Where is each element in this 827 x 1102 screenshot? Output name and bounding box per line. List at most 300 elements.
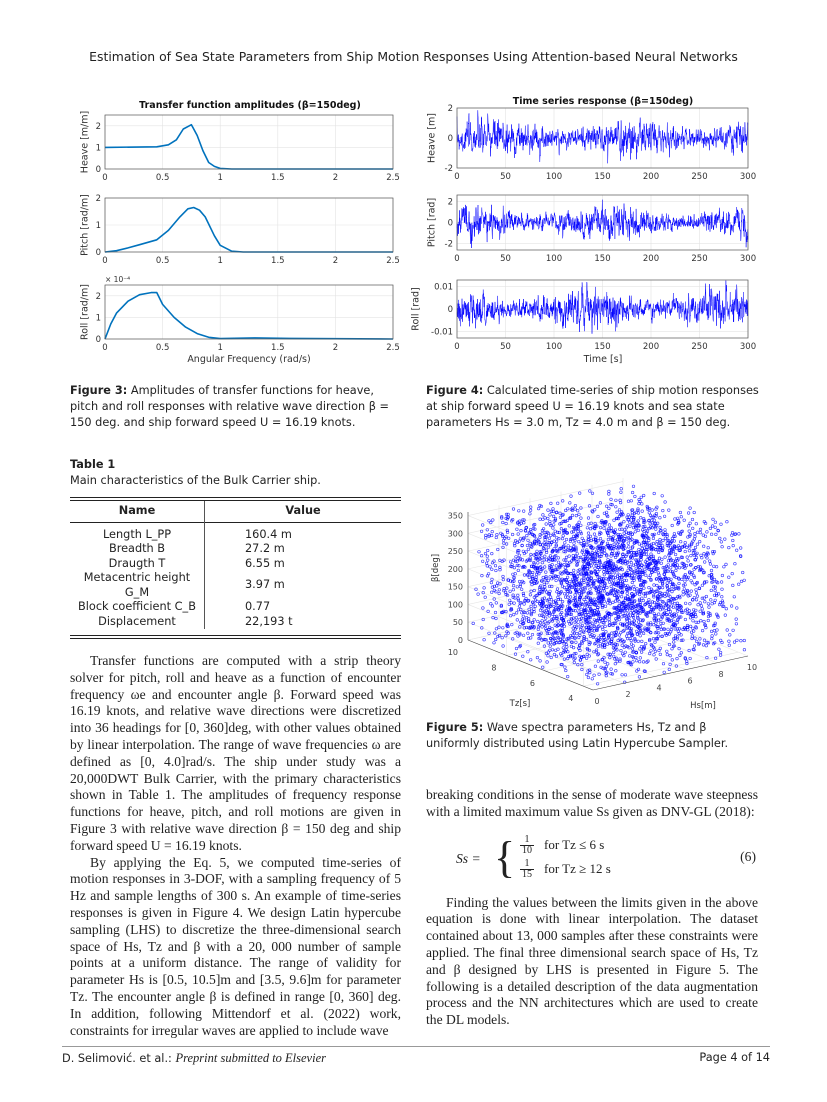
fraction-2-num: 1 xyxy=(524,857,530,869)
data-point xyxy=(488,632,491,635)
data-point xyxy=(558,531,561,534)
data-point xyxy=(602,628,605,631)
data-point xyxy=(710,589,713,592)
data-point xyxy=(713,601,716,604)
data-point xyxy=(654,641,657,644)
data-point xyxy=(564,541,567,544)
data-point xyxy=(608,524,611,527)
data-point xyxy=(735,618,738,621)
y-tick-label: 6 xyxy=(529,678,535,688)
data-point xyxy=(617,639,620,642)
data-point xyxy=(569,502,572,505)
data-point xyxy=(674,602,677,605)
fraction-1-den: 10 xyxy=(522,844,532,856)
data-point xyxy=(721,588,724,591)
data-point xyxy=(694,583,697,586)
data-point xyxy=(605,619,608,622)
figure-4-caption-text: Calculated time-series of ship motion responses at ship forward speed U = 16.19 knots and sea state parameters Hs = 3.0 m, Tz = 4.0 m and β = 150 deg. xyxy=(426,384,759,429)
data-point xyxy=(639,635,642,638)
footer-authors: D. Selimović. et al.: xyxy=(62,1052,176,1065)
data-point xyxy=(714,589,717,592)
data-point xyxy=(550,510,553,513)
data-point xyxy=(664,529,667,532)
y-tick-label: 0 xyxy=(95,248,101,258)
data-point xyxy=(681,578,684,581)
data-point xyxy=(612,573,615,576)
data-point xyxy=(695,589,698,592)
data-point xyxy=(648,586,651,589)
data-point xyxy=(624,535,627,538)
data-point xyxy=(526,544,529,547)
data-point xyxy=(616,511,619,514)
characteristics-table xyxy=(70,501,401,629)
data-point xyxy=(611,622,614,625)
data-point xyxy=(495,628,498,631)
data-point xyxy=(709,563,712,566)
data-point xyxy=(518,510,521,513)
data-point xyxy=(568,525,571,528)
data-point xyxy=(552,524,555,527)
data-point xyxy=(664,556,667,559)
data-point xyxy=(619,631,622,634)
data-point xyxy=(606,643,609,646)
data-point xyxy=(484,596,487,599)
data-point xyxy=(547,509,550,512)
data-point xyxy=(516,528,519,531)
data-point xyxy=(719,651,722,654)
data-point xyxy=(542,576,545,579)
data-point xyxy=(551,649,554,652)
data-point xyxy=(640,544,643,547)
data-point xyxy=(614,600,617,603)
data-point xyxy=(522,615,525,618)
data-point xyxy=(481,560,484,563)
data-point xyxy=(726,520,729,523)
z-tick-label: 50 xyxy=(452,618,463,628)
paragraph-time-series: By applying the Eq. 5, we computed time-series of motion responses in 3-DOF, with a sampling frequency of 5 Hz and sample lengths of 300 s. An example of time-series responses is given in Figure 4. We design Latin hypercube sampling (LHS) to discretize the three-dimensional search space of Hs, Tz and β with a 20, 000 number of sample points at a uniform distance. The range of validity for parameter Hs is [0.5, 10.5]m and [3.5, 9.6]m for parameter Tz. The encounter angle β is defined in range [0, 360] deg. In addition, following Mittendorf et al. (2022) work, constraints for irregular waves are applied to include wave xyxy=(70,854,401,1038)
body-left-column xyxy=(70,653,401,1039)
data-point xyxy=(544,539,547,542)
data-point xyxy=(712,518,715,521)
data-point xyxy=(539,660,542,663)
data-point xyxy=(657,635,660,638)
y-tick-label: -0.01 xyxy=(431,327,453,338)
data-point xyxy=(577,572,580,575)
y-tick-label: 2 xyxy=(95,194,101,204)
z-tick-label: 0 xyxy=(457,636,463,645)
data-point xyxy=(615,499,618,502)
x-tick-label: 1.5 xyxy=(271,256,285,266)
data-point xyxy=(620,649,623,652)
data-point xyxy=(549,534,552,537)
data-point xyxy=(495,617,498,620)
x-axis-label: Hs[m] xyxy=(690,701,716,711)
data-point xyxy=(736,639,739,642)
data-point xyxy=(533,618,536,621)
data-point xyxy=(695,592,698,595)
x-tick-label: 2 xyxy=(332,256,339,266)
data-point xyxy=(612,550,615,553)
data-point xyxy=(654,650,657,653)
data-point xyxy=(608,493,611,496)
data-point xyxy=(565,538,568,541)
data-point xyxy=(690,590,693,593)
data-point xyxy=(688,549,691,552)
x-tick-label: 1 xyxy=(217,173,223,183)
x-tick-label: 2.5 xyxy=(386,343,400,353)
y-axis-label: Heave [m/m] xyxy=(79,110,91,174)
data-point xyxy=(721,574,724,577)
data-point xyxy=(490,591,493,594)
data-point xyxy=(690,554,693,557)
data-point xyxy=(695,640,698,643)
y-tick-label: 1 xyxy=(95,143,101,154)
data-point xyxy=(551,627,554,630)
data-point xyxy=(714,526,717,529)
data-point xyxy=(581,663,584,666)
data-point xyxy=(668,509,671,512)
data-point xyxy=(625,635,628,638)
data-point xyxy=(671,659,674,662)
data-point xyxy=(633,588,636,591)
data-point xyxy=(570,495,573,498)
data-point xyxy=(541,666,544,669)
y-tick-label: 4 xyxy=(568,694,574,704)
data-point xyxy=(565,547,568,550)
data-point xyxy=(578,513,581,516)
data-point xyxy=(680,515,683,518)
data-point xyxy=(593,508,596,511)
data-point xyxy=(700,619,703,622)
data-point xyxy=(653,519,656,522)
data-point xyxy=(710,569,713,572)
x-tick-label: 200 xyxy=(642,342,660,352)
data-point xyxy=(515,612,518,615)
footer-citation xyxy=(62,1051,326,1066)
row-name: Block coefficient C_B xyxy=(70,600,205,615)
y-tick-label: -2 xyxy=(444,239,453,250)
header-value: Value xyxy=(285,504,321,517)
data-point xyxy=(490,534,493,537)
data-point xyxy=(542,547,545,550)
data-point xyxy=(676,621,679,624)
data-point xyxy=(731,531,734,534)
data-point xyxy=(667,594,670,597)
data-point xyxy=(571,514,574,517)
data-point xyxy=(509,614,512,617)
x-tick-label: 2 xyxy=(332,173,339,183)
row-name: Metacentric height G_M xyxy=(70,571,205,600)
data-point xyxy=(589,490,592,493)
table-row xyxy=(70,571,401,600)
case-1-condition: for Tz ≤ 6 s xyxy=(544,836,605,852)
data-point xyxy=(689,625,692,628)
data-point xyxy=(715,633,718,636)
data-point xyxy=(624,674,627,677)
plot-area xyxy=(105,115,393,169)
data-point xyxy=(539,518,542,521)
data-point xyxy=(603,527,606,530)
data-point xyxy=(632,485,635,488)
data-point xyxy=(692,620,695,623)
data-point xyxy=(561,500,564,503)
data-point xyxy=(694,535,697,538)
data-point xyxy=(688,530,691,533)
data-point xyxy=(605,511,608,514)
page-number: Page 4 of 14 xyxy=(699,1051,770,1064)
x-tick-label: 250 xyxy=(691,254,708,264)
data-point xyxy=(711,635,714,638)
data-point xyxy=(630,643,633,646)
fraction-2 xyxy=(520,859,534,880)
y-axis-label: Roll [rad/m] xyxy=(79,284,91,340)
table-caption: Main characteristics of the Bulk Carrier ship. xyxy=(70,474,321,487)
data-point xyxy=(689,657,692,660)
data-point xyxy=(689,522,692,525)
data-point xyxy=(506,587,509,590)
data-point xyxy=(595,536,598,539)
data-point xyxy=(486,549,489,552)
data-point xyxy=(723,566,726,569)
y-tick-label: 2 xyxy=(447,197,453,208)
data-point xyxy=(661,558,664,561)
data-point xyxy=(663,515,666,518)
data-point xyxy=(545,523,548,526)
data-point xyxy=(561,537,564,540)
data-point xyxy=(605,630,608,633)
data-point xyxy=(684,550,687,553)
data-point xyxy=(505,522,508,525)
data-point xyxy=(679,540,682,543)
data-point xyxy=(675,547,678,550)
data-point xyxy=(523,603,526,606)
data-point xyxy=(657,551,660,554)
data-point xyxy=(599,526,602,529)
data-point xyxy=(626,592,629,595)
data-point xyxy=(630,500,633,503)
figure-3-transfer-functions xyxy=(60,92,410,367)
data-point xyxy=(731,572,734,575)
data-point xyxy=(726,629,729,632)
x-tick-label: 300 xyxy=(739,254,757,264)
data-point xyxy=(554,649,557,652)
data-point xyxy=(743,639,746,642)
data-point xyxy=(713,585,716,588)
data-point xyxy=(502,521,505,524)
data-point xyxy=(674,518,677,521)
data-point xyxy=(731,534,734,537)
data-point xyxy=(669,610,672,613)
data-point xyxy=(509,561,512,564)
data-point xyxy=(667,628,670,631)
data-point xyxy=(703,597,706,600)
data-point xyxy=(608,507,611,510)
x-tick-label: 100 xyxy=(545,172,563,182)
data-point xyxy=(728,546,731,549)
data-point xyxy=(508,599,511,602)
data-point xyxy=(686,556,689,559)
data-point xyxy=(580,507,583,510)
data-point xyxy=(666,542,669,545)
data-point xyxy=(597,645,600,648)
data-point xyxy=(737,583,740,586)
y-tick-label: 10 xyxy=(447,648,458,657)
data-point xyxy=(594,567,597,570)
figure-4-time-series xyxy=(412,90,763,368)
data-point xyxy=(693,511,696,514)
data-point xyxy=(522,655,525,658)
data-point xyxy=(589,527,592,530)
data-point xyxy=(691,527,694,530)
data-point xyxy=(599,537,602,540)
data-point xyxy=(587,676,590,679)
chart-title: Time series response (β=150deg) xyxy=(512,96,694,107)
data-point xyxy=(522,510,525,513)
data-point xyxy=(743,648,746,651)
data-point xyxy=(704,535,707,538)
data-point xyxy=(581,549,584,552)
data-point xyxy=(695,599,698,602)
y-scale-label: × 10⁻⁴ xyxy=(105,275,131,284)
z-tick-label: 200 xyxy=(447,564,463,574)
data-point xyxy=(486,565,489,568)
data-point xyxy=(502,575,505,578)
data-point xyxy=(562,534,565,537)
data-point xyxy=(715,565,718,568)
data-point xyxy=(662,539,665,542)
data-point xyxy=(627,546,630,549)
data-point xyxy=(550,598,553,601)
data-point xyxy=(690,631,693,634)
data-point xyxy=(491,568,494,571)
data-point xyxy=(635,567,638,570)
equation-brace: { xyxy=(494,832,516,882)
data-point xyxy=(610,585,613,588)
data-point xyxy=(715,533,718,536)
data-point xyxy=(659,538,662,541)
data-point xyxy=(578,492,581,495)
data-point xyxy=(536,550,539,553)
data-point xyxy=(676,657,679,660)
footer-rule xyxy=(62,1046,770,1047)
data-point xyxy=(707,619,710,622)
data-point xyxy=(639,516,642,519)
data-point xyxy=(608,621,611,624)
data-point xyxy=(740,580,743,583)
data-point xyxy=(635,659,638,662)
data-point xyxy=(478,551,481,554)
data-point xyxy=(520,529,523,532)
data-point xyxy=(481,524,484,527)
data-point xyxy=(693,568,696,571)
data-point xyxy=(666,650,669,653)
data-point xyxy=(607,640,610,643)
data-point xyxy=(733,641,736,644)
data-point xyxy=(486,555,489,558)
data-point xyxy=(679,654,682,657)
y-axis-label: Pitch [rad] xyxy=(426,197,438,248)
data-point xyxy=(688,609,691,612)
data-point xyxy=(522,550,525,553)
x-tick-label: 300 xyxy=(739,342,757,352)
data-point xyxy=(699,531,702,534)
table-label: Table 1 xyxy=(70,458,116,471)
table-row xyxy=(70,615,401,630)
data-point xyxy=(683,519,686,522)
data-point xyxy=(548,537,551,540)
data-point xyxy=(664,595,667,598)
data-point xyxy=(544,517,547,520)
data-point xyxy=(615,669,618,672)
y-tick-label: 2 xyxy=(95,291,101,302)
data-point xyxy=(684,602,687,605)
figure-5-scatter3d xyxy=(420,458,770,713)
x-tick-label: 50 xyxy=(500,342,511,352)
data-point xyxy=(483,587,486,590)
data-point xyxy=(580,532,583,535)
data-point xyxy=(537,633,540,636)
x-tick-label: 0.5 xyxy=(155,173,170,183)
data-point xyxy=(736,607,739,610)
row-value: 0.77 xyxy=(245,600,271,613)
data-point xyxy=(587,517,590,520)
data-point xyxy=(637,529,640,532)
data-point xyxy=(713,565,716,568)
data-point xyxy=(728,640,731,643)
data-point xyxy=(519,585,522,588)
data-point xyxy=(577,623,580,626)
paragraph-finding: Finding the values between the limits given in the above equation is done with linear interpolation. The dataset contained about 13, 000 samples after these constraints were applied. The final three dimensional search space of Hs, Tz and β designed by LHS is presented in Figure 5. The following is a detailed description of the data augmentation process and the NN architectures which are used to create the DL models. xyxy=(426,894,758,1028)
data-point xyxy=(529,659,532,662)
data-point xyxy=(725,607,728,610)
data-point xyxy=(639,657,642,660)
data-point xyxy=(637,512,640,515)
data-point xyxy=(724,614,727,617)
data-point xyxy=(529,509,532,512)
data-point xyxy=(720,541,723,544)
data-point xyxy=(702,545,705,548)
data-point xyxy=(634,531,637,534)
data-point xyxy=(671,590,674,593)
data-point xyxy=(495,569,498,572)
data-point xyxy=(694,532,697,535)
figure-3-caption xyxy=(70,383,403,431)
data-point xyxy=(627,514,630,517)
data-point xyxy=(633,574,636,577)
data-point xyxy=(628,619,631,622)
data-point xyxy=(700,554,703,557)
x-tick-label: 200 xyxy=(642,172,660,182)
data-point xyxy=(552,508,555,511)
data-point xyxy=(557,575,560,578)
z-axis-label: β[deg] xyxy=(431,553,441,583)
data-point xyxy=(675,569,678,572)
equation-number: (6) xyxy=(740,848,756,864)
body-right-column xyxy=(426,787,758,1029)
data-point xyxy=(527,599,530,602)
data-point xyxy=(630,561,633,564)
data-point xyxy=(585,657,588,660)
data-point xyxy=(656,540,659,543)
data-point xyxy=(561,628,564,631)
data-point xyxy=(655,528,658,531)
table-row xyxy=(70,522,401,542)
grid-line xyxy=(468,482,623,516)
y-tick-label: 1 xyxy=(95,313,101,324)
x-tick-label: 1.5 xyxy=(271,343,285,353)
data-point xyxy=(637,520,640,523)
footer-venue: Preprint submitted to Elsevier xyxy=(175,1051,326,1065)
